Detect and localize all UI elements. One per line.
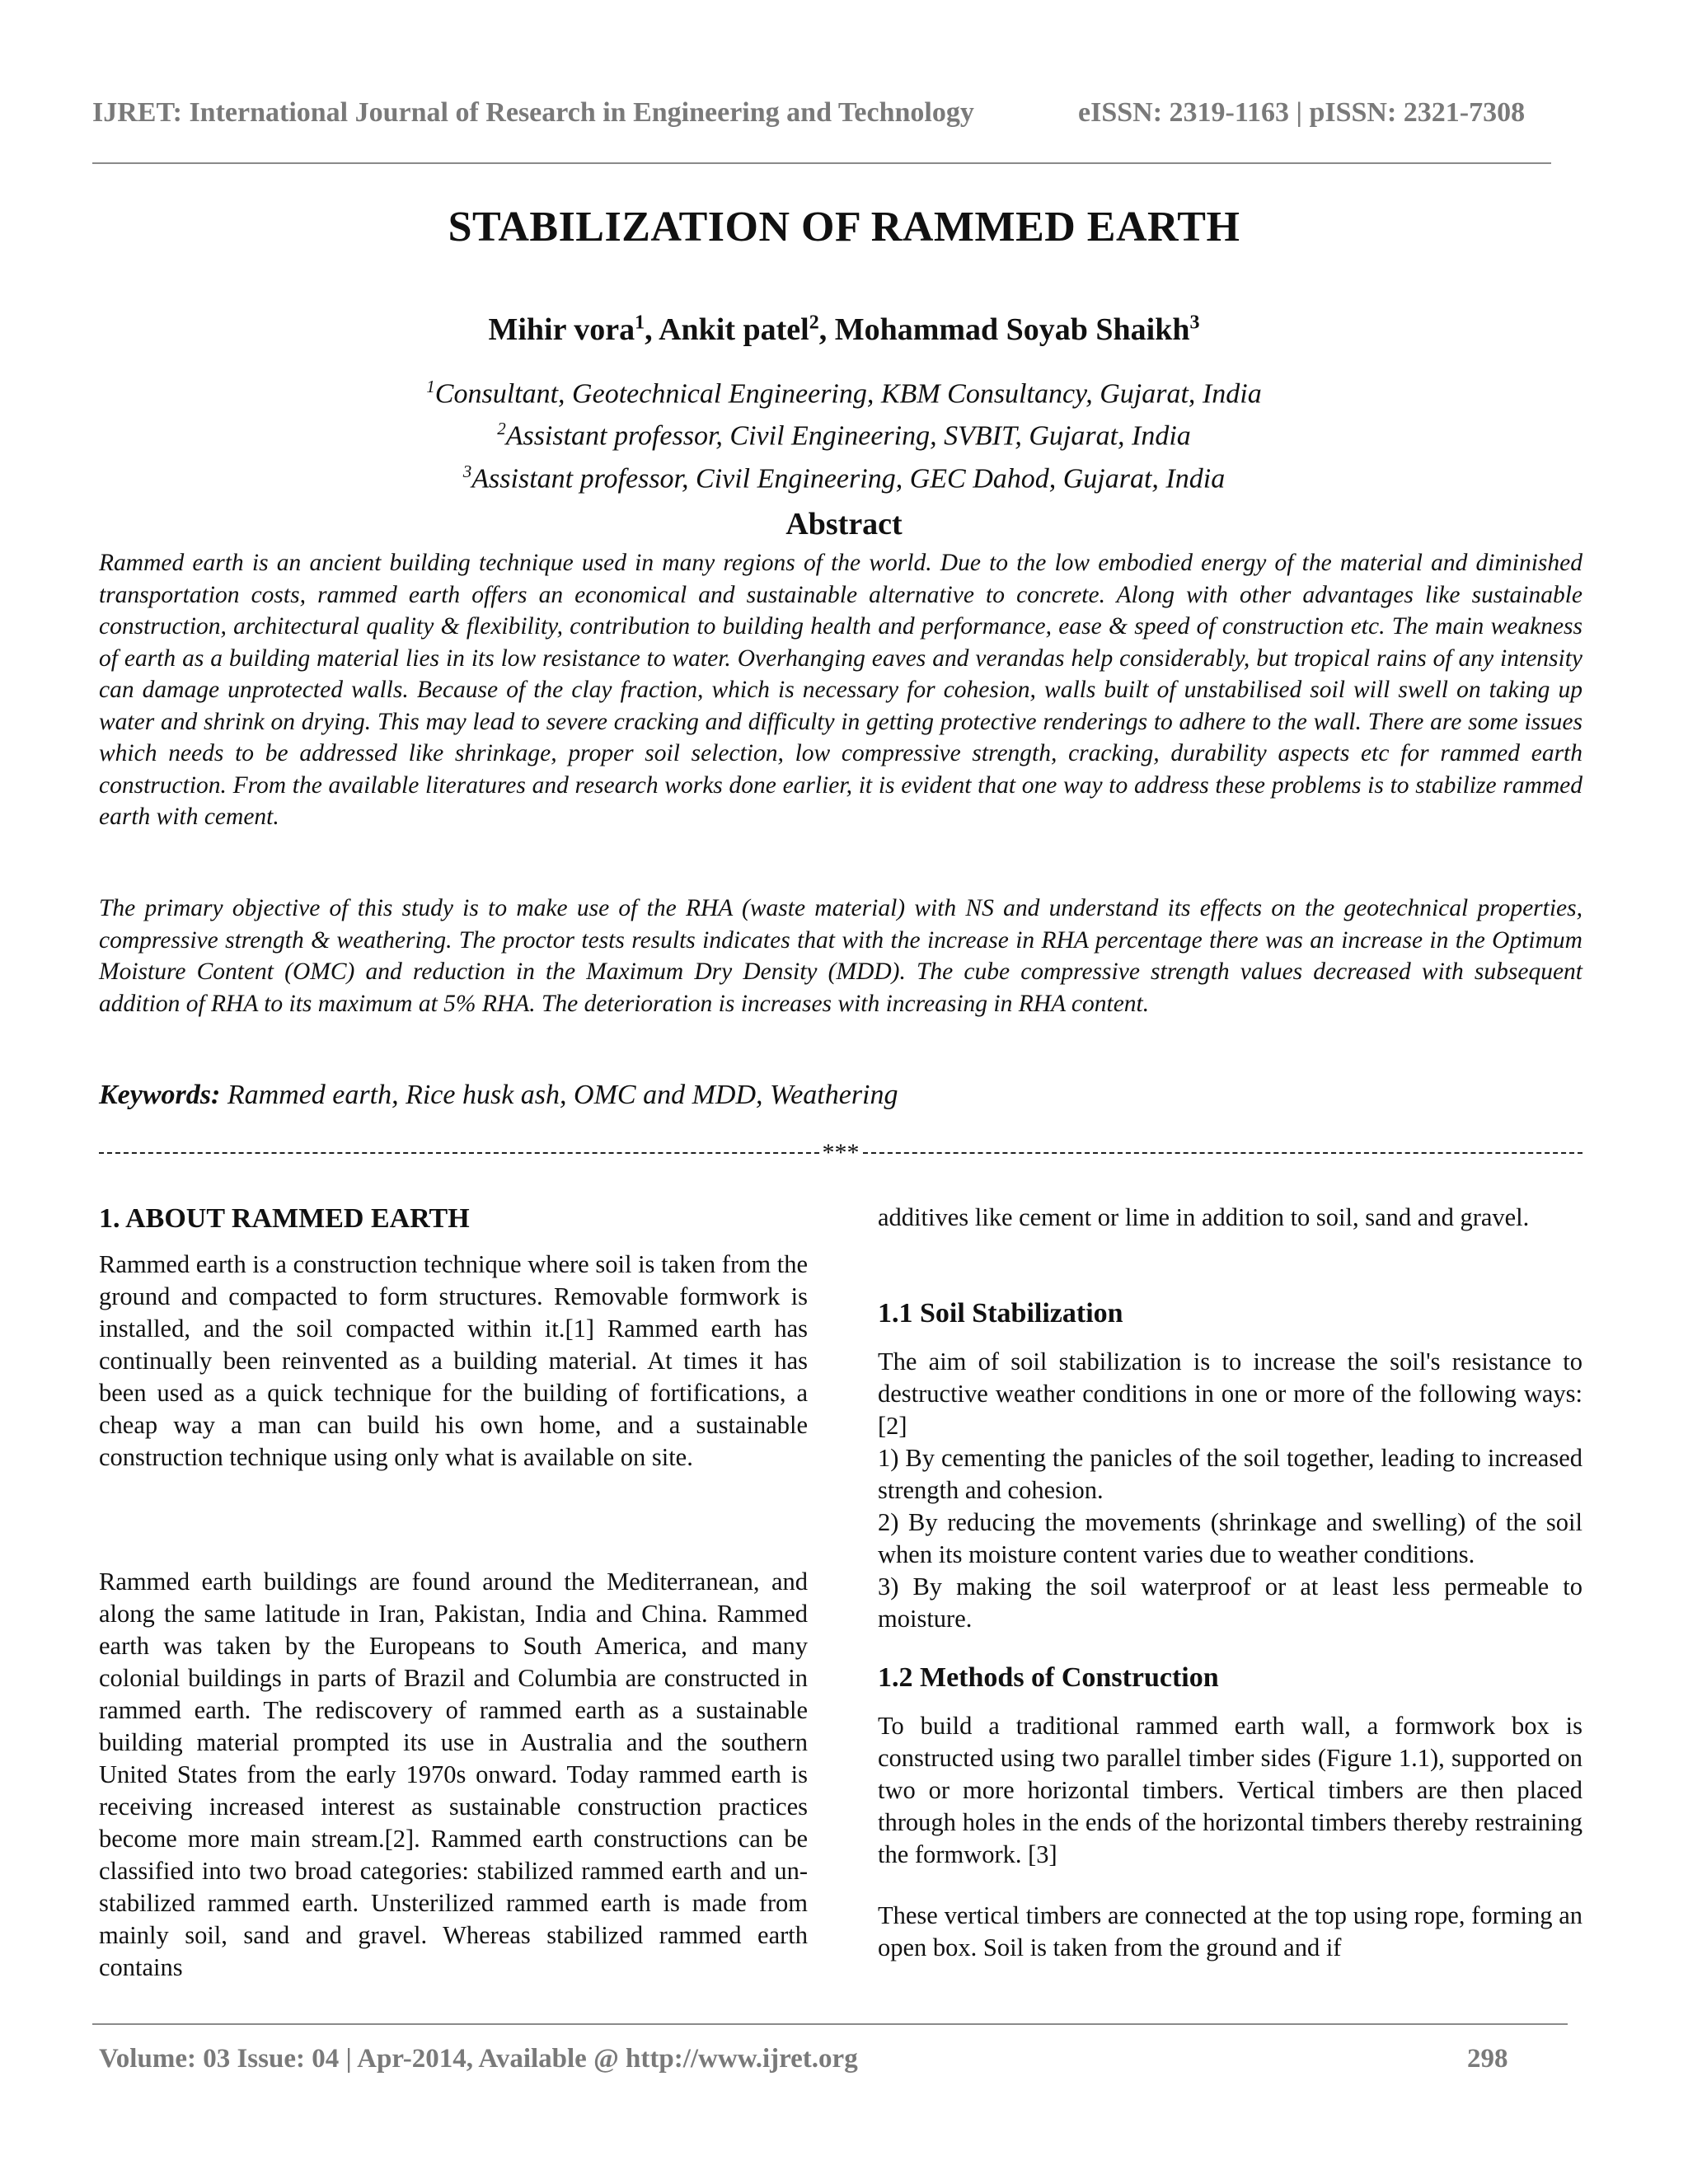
author-name: Mohammad Soyab Shaikh bbox=[834, 312, 1190, 347]
list-item: 2) By reducing the movements (shrinkage and swelling) of the soil when its moisture content varies due to weather conditions. bbox=[878, 1508, 1582, 1568]
subsection-heading: 1.2 Methods of Construction bbox=[878, 1662, 1219, 1693]
body-paragraph: additives like cement or lime in addition to soil, sand and gravel. bbox=[878, 1203, 1530, 1231]
list-item: 1) By cementing the panicles of the soil together, leading to increased strength and cohesion. bbox=[878, 1444, 1582, 1504]
author-sup: 2 bbox=[809, 312, 819, 334]
affiliation-sup: 1 bbox=[426, 377, 435, 396]
section-heading: 1. ABOUT RAMMED EARTH bbox=[99, 1203, 470, 1234]
issn-header: eISSN: 2319-1163 | pISSN: 2321-7308 bbox=[1078, 97, 1526, 128]
body-paragraph: Rammed earth buildings are found around the Mediterranean, and along the same latitude in Iran, Pakistan, India and China. Rammed earth was taken by the Europeans to South America, and many colonial buildings in parts of Brazil and Columbia are constructed in rammed earth. The rediscovery of rammed earth as a sustainable building material prompted its use in Australia and the southern United States from the early 1970s onward. Today rammed earth is receiving increased interest as sustainable construction practices become more main stream.[2]. Rammed earth constructions can be classified into two broad categories: stabilized rammed earth and un-stabilized rammed earth. Unsterilized rammed earth is made from mainly soil, sand and gravel. Whereas stabilized rammed earth contains bbox=[99, 1568, 808, 1981]
paper-title: STABILIZATION OF RAMMED EARTH bbox=[448, 204, 1240, 251]
affiliation-text: Assistant professor, Civil Engineering, GEC Dahod, Gujarat, India bbox=[471, 462, 1226, 494]
subsection-heading: 1.1 Soil Stabilization bbox=[878, 1298, 1123, 1329]
separator-stars: *** bbox=[822, 1139, 860, 1166]
journal-header: IJRET: International Journal of Research in Engineering and Technology bbox=[92, 97, 974, 128]
separator-dashes bbox=[99, 1152, 819, 1154]
section-separator bbox=[99, 1139, 1582, 1167]
affiliation-line bbox=[0, 411, 1688, 453]
body-paragraph: These vertical timbers are connected at the top using rope, forming an open box. Soil is taken from the ground and if bbox=[878, 1901, 1582, 1961]
affiliation-line bbox=[0, 454, 1688, 496]
affiliation-list bbox=[0, 369, 1688, 496]
list-item: 3) By making the soil waterproof or at least less permeable to moisture. bbox=[878, 1572, 1582, 1633]
author-name: Mihir vora bbox=[488, 312, 635, 347]
stabilization-list bbox=[878, 1346, 1582, 1635]
keywords-label: Keywords: bbox=[99, 1080, 221, 1110]
separator-dashes bbox=[863, 1152, 1583, 1154]
page-number: 298 bbox=[1467, 2044, 1508, 2074]
header-rule bbox=[92, 162, 1551, 164]
list-intro: The aim of soil stabilization is to increase the soil's resistance to destructive weather conditions in one or more of the following ways: [2] bbox=[878, 1347, 1582, 1440]
abstract-paragraph: The primary objective of this study is to make use of the RHA (waste material) with NS and understand its effects on the geotechnical properties, compressive strength & weathering. The proctor tests results indicates that with the increase in RHA percentage there was an increase in the Optimum Moisture Content (OMC) and reduction in the Maximum Dry Density (MDD). The cube compressive strength values decreased with subsequent addition of RHA to its maximum at 5% RHA. The deterioration is increases with increasing in RHA content. bbox=[99, 895, 1582, 1017]
author-name: Ankit patel bbox=[659, 312, 809, 347]
author-sep: , bbox=[818, 312, 835, 347]
affiliation-text: Consultant, Geotechnical Engineering, KBM Consultancy, Gujarat, India bbox=[434, 378, 1262, 410]
author-sep: , bbox=[645, 312, 659, 347]
affiliation-sup: 3 bbox=[462, 461, 472, 481]
affiliation-line bbox=[0, 369, 1688, 411]
body-paragraph: Rammed earth is a construction technique where soil is taken from the ground and compacted to form structures. Removable formwork is installed, and the soil compacted within it.[1] Rammed earth has continually been reinvented as a building material. At times it has been used as a quick technique for the building of fortifications, a cheap way a man can build his own home, and a sustainable construction technique using only what is available on site. bbox=[99, 1250, 808, 1471]
author-sup: 3 bbox=[1189, 312, 1200, 334]
abstract-heading: Abstract bbox=[785, 507, 903, 541]
footer-volume: Volume: 03 Issue: 04 | Apr-2014, Available @ http://www.ijret.org bbox=[99, 2044, 858, 2074]
body-paragraph: To build a traditional rammed earth wall, a formwork box is constructed using two parallel timber sides (Figure 1.1), supported on two or more horizontal timbers. Vertical timbers are then placed through holes in the ends of the horizontal timbers thereby restraining the formwork. [3] bbox=[878, 1712, 1582, 1868]
keywords-line bbox=[99, 1080, 898, 1111]
affiliation-sup: 2 bbox=[497, 419, 506, 439]
author-list bbox=[0, 312, 1688, 348]
affiliation-text: Assistant professor, Civil Engineering, SVBIT, Gujarat, India bbox=[505, 420, 1191, 452]
abstract-paragraph: Rammed earth is an ancient building technique used in many regions of the world. Due to the low embodied energy of the material and diminished transportation costs, rammed earth offers an economical and sustainable alternative to concrete. Along with other advantages like sustainable construction, architectural quality & flexibility, contribution to building health and performance, ease & speed of construction etc. The main weakness of earth as a building material lies in its low resistance to water. Overhanging eaves and verandas help considerably, but tropical rains of any intensity can damage unprotected walls. Because of the clay fraction, which is necessary for cohesion, walls built of unstabilised soil will swell on taking up water and shrink on drying. This may lead to severe cracking and difficulty in getting protective renderings to adhere to the wall. There are some issues which needs to be addressed like shrinkage, proper soil selection, low compressive strength, cracking, durability aspects etc for rammed earth construction. From the available literatures and research works done earlier, it is evident that one way to address these problems is to stabilize rammed earth with cement. bbox=[99, 550, 1582, 830]
footer-rule bbox=[92, 2023, 1568, 2025]
author-sup: 1 bbox=[635, 312, 645, 334]
keywords-text: Rammed earth, Rice husk ash, OMC and MDD, Weathering bbox=[220, 1080, 898, 1110]
